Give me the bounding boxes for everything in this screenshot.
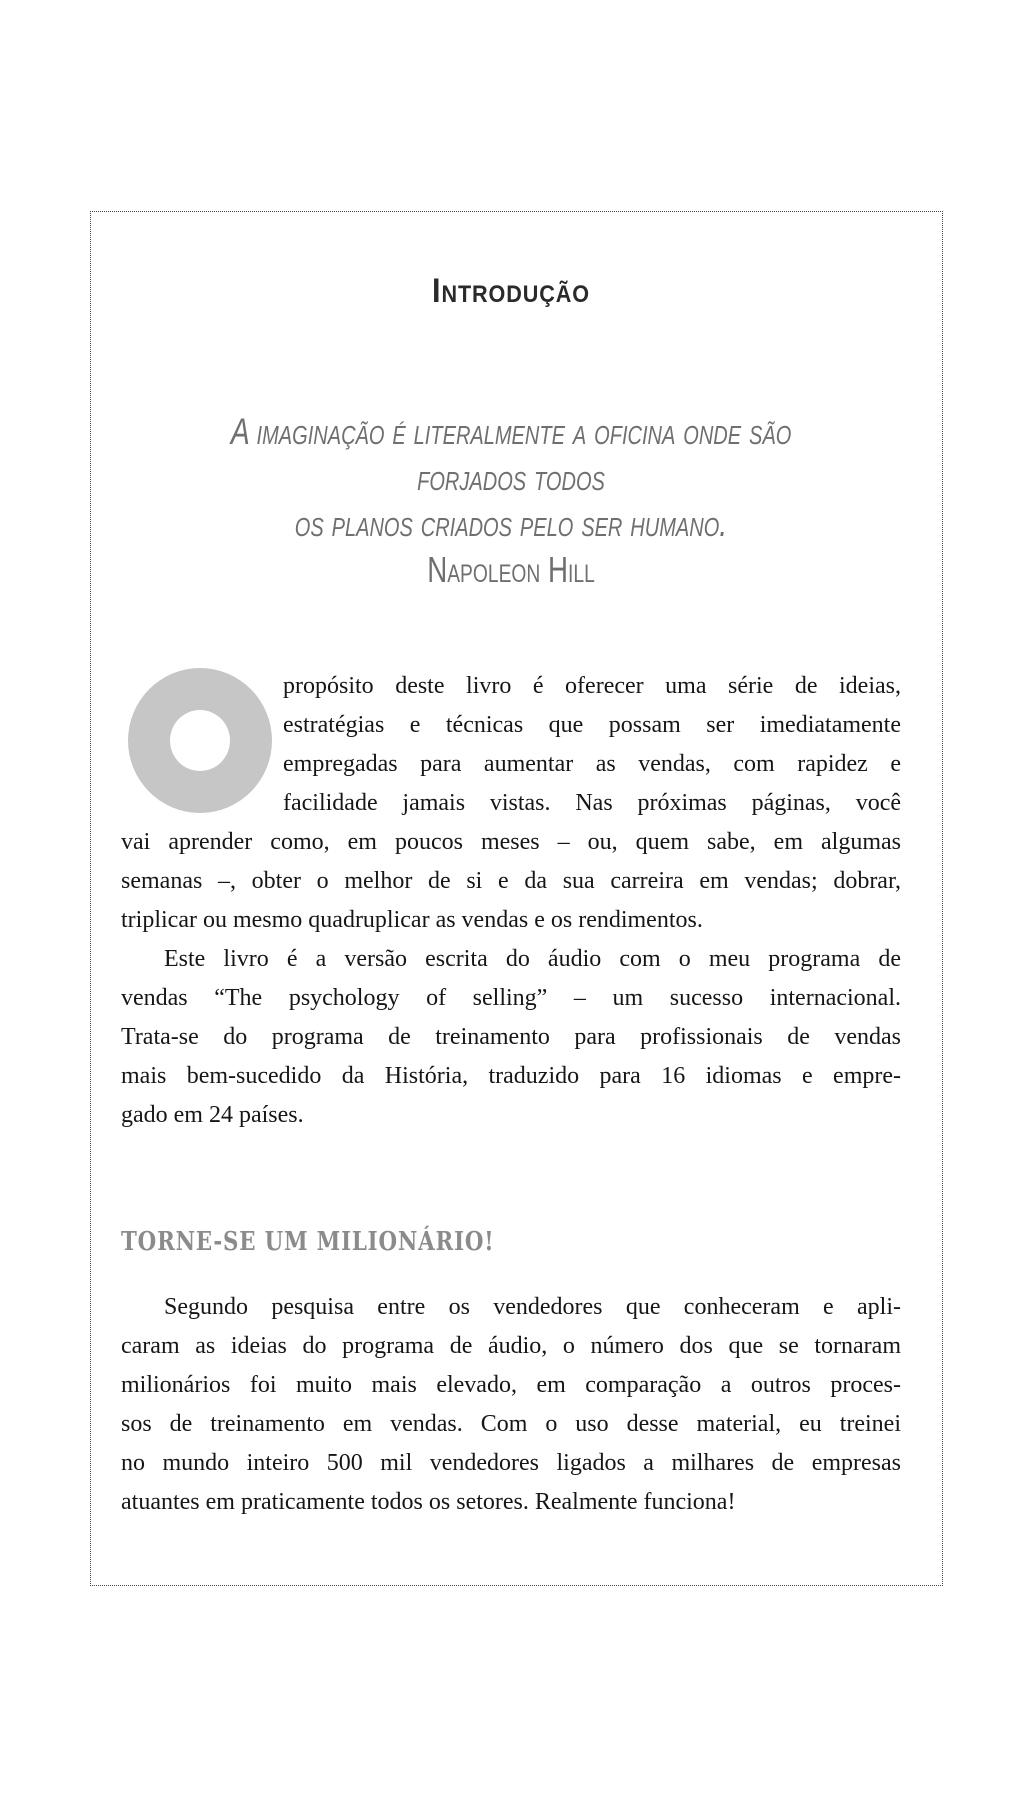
text-line: facilidade jamais vistas. Nas próximas páginas, você (283, 790, 901, 816)
text-line: propósito deste livro é oferecer uma série de ideias, (283, 673, 901, 699)
drop-cap-o (128, 668, 272, 813)
chapter-title: Introdução (432, 272, 590, 310)
text-line: no mundo inteiro 500 mil vendedores ligados a milhares de empresas (121, 1450, 901, 1476)
text-line: Segundo pesquisa entre os vendedores que conheceram e apli- (164, 1294, 901, 1320)
text-line: gado em 24 países. (121, 1102, 304, 1128)
text-line: os planos criados pelo ser humano. (294, 503, 728, 544)
text-line: Este livro é a versão escrita do áudio com o meu programa de (164, 946, 901, 972)
text-line: atuantes em praticamente todos os setores. Realmente funciona! (121, 1489, 736, 1515)
paragraph-1 (121, 667, 901, 940)
text-line: mais bem-sucedido da História, traduzido para 16 idiomas e empre- (121, 1063, 901, 1089)
text-line: caram as ideias do programa de áudio, o número dos que se tornaram (121, 1333, 901, 1359)
body-text (121, 667, 901, 1522)
text-line: estratégias e técnicas que possam ser imediatamente (283, 712, 901, 738)
text-line: milionários foi muito mais elevado, em comparação a outros proces- (121, 1372, 901, 1398)
paragraph-2 (121, 940, 901, 1135)
text-line: vai aprender como, em poucos meses – ou, quem sabe, em algumas (121, 829, 901, 855)
text-line: vendas “The psychology of selling” – um sucesso internacional. (121, 985, 901, 1011)
page-content (121, 212, 901, 1522)
text-line: semanas –, obter o melhor de si e da sua carreira em vendas; dobrar, (121, 868, 901, 894)
text-line: sos de treinamento em vendas. Com o uso desse material, eu treinei (121, 1411, 901, 1437)
text-line: Trata-se do programa de treinamento para profissionais de vendas (121, 1024, 901, 1050)
section-heading: TORNE-SE UM MILIONÁRIO! (121, 1227, 495, 1257)
epigraph-author: Napoleon Hill (427, 549, 595, 590)
paragraph-3 (121, 1288, 901, 1522)
text-line: empregadas para aumentar as vendas, com rapidez e (283, 751, 901, 777)
epigraph-text (211, 409, 812, 547)
text-line: triplicar ou mesmo quadruplicar as vendas e os rendimentos. (121, 907, 703, 933)
epigraph (211, 409, 812, 593)
paragraph-3-lines (121, 1288, 901, 1522)
paragraph-2-lines (121, 940, 901, 1135)
text-line: A imaginação é literalmente a oficina onde são forjados todos (230, 411, 792, 498)
